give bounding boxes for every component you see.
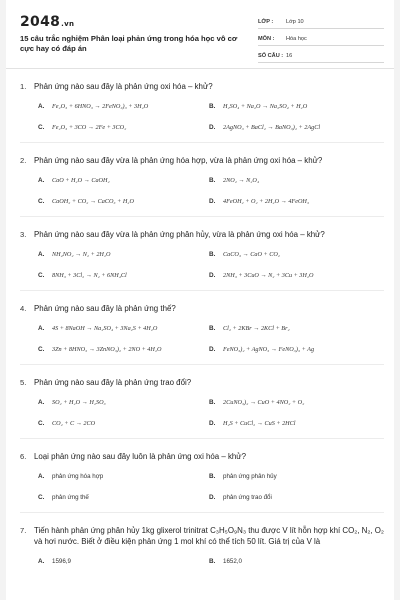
option-letter: A. xyxy=(38,472,45,480)
answer-option-c[interactable] xyxy=(38,418,209,428)
question-number: 1. xyxy=(20,82,27,91)
question-text: Phản ứng nào sau đây vừa là phản ứng phân hủy, vừa là phản ứng oxi hóa – khử? xyxy=(34,230,325,239)
question-4 xyxy=(6,291,394,365)
answer-options xyxy=(20,471,384,502)
meta-row-count xyxy=(258,49,384,63)
answer-option-b[interactable] xyxy=(209,249,380,259)
meta-value: Hóa học xyxy=(286,35,307,42)
option-text: FeNO₃)₂ + AgNO₃ → FeNO₃)₃ + Ag xyxy=(223,345,315,353)
question-text: Phản ứng nào sau đây là phản ứng thế? xyxy=(34,304,176,313)
option-text: CaOH₂ + CO₂ → CaCO₃ + H₂O xyxy=(52,197,134,205)
option-letter: D. xyxy=(209,123,216,131)
option-text: H₂S + CuCl₂ → CuS + 2HCl xyxy=(223,419,296,427)
option-text: 8NH₃ + 3Cl₂ → N₂ + 6NH₄Cl xyxy=(52,271,127,279)
answer-option-a[interactable] xyxy=(38,101,209,111)
option-letter: B. xyxy=(209,557,216,565)
question-2 xyxy=(6,143,394,217)
answer-option-c[interactable] xyxy=(38,270,209,280)
option-letter: C. xyxy=(38,123,45,131)
option-letter: B. xyxy=(209,398,216,406)
answer-option-a[interactable] xyxy=(38,249,209,259)
option-letter: A. xyxy=(38,250,45,258)
question-stem xyxy=(20,229,384,240)
option-text: CaCO₃ → CaO + CO₂ xyxy=(223,250,280,258)
logo-suffix: .vn xyxy=(61,20,75,28)
option-letter: D. xyxy=(209,345,216,353)
answer-options xyxy=(20,175,384,206)
question-text: Tiến hành phản ứng phân hủy 1kg glixerol trinitrat C₃H₅O₉N₃ thu được V lít hỗn hợp khí CO₂, N₂, O₂ và hơi nước. Biết ở điều kiện phản ứng 1 mol khí có thể tích 50 lít. Giá trị của V là xyxy=(34,526,385,546)
option-text: phản ứng phân hủy xyxy=(223,472,277,480)
answer-options xyxy=(20,323,384,354)
option-text: CO₂ + C → 2CO xyxy=(52,419,96,427)
document-page xyxy=(6,0,394,600)
answer-option-c[interactable] xyxy=(38,344,209,354)
question-text: Phản ứng nào sau đây vừa là phản ứng hóa hợp, vừa là phản ứng oxi hóa – khử? xyxy=(34,156,323,165)
question-1 xyxy=(6,69,394,143)
meta-label: MÔN : xyxy=(258,35,275,42)
answer-option-d[interactable] xyxy=(209,418,380,428)
question-stem xyxy=(20,303,384,314)
answer-option-b[interactable] xyxy=(209,323,380,333)
meta-value: Lớp 10 xyxy=(286,18,304,25)
option-text: 2NH₃ + 3CuO → N₂ + 3Cu + 3H₂O xyxy=(223,271,314,279)
option-text: 4FeOH₂ + O₂ + 2H₂O → 4FeOH₃ xyxy=(223,197,310,205)
answer-option-a[interactable] xyxy=(38,556,209,566)
option-letter: B. xyxy=(209,250,216,258)
option-text: 2CuNO₃)₂ → CuO + 4NO₂ + O₂ xyxy=(223,398,305,406)
option-letter: D. xyxy=(209,419,216,427)
option-text: phản ứng thế xyxy=(52,493,89,501)
option-letter: C. xyxy=(38,271,45,279)
document-header xyxy=(6,0,394,68)
question-number: 2. xyxy=(20,156,27,165)
option-letter: C. xyxy=(38,419,45,427)
option-letter: A. xyxy=(38,398,45,406)
option-text: SO₂ + H₂O → H₂SO₃ xyxy=(52,398,106,406)
meta-table xyxy=(258,15,384,66)
answer-option-b[interactable] xyxy=(209,175,380,185)
option-text: 4S + 8NaOH → Na₂SO₄ + 3Na₂S + 4H₂O xyxy=(52,324,158,332)
question-number: 6. xyxy=(20,452,27,461)
question-text: Phản ứng nào sau đây là phản ứng oxi hóa – khử? xyxy=(34,82,213,91)
question-5 xyxy=(6,365,394,439)
answer-option-b[interactable] xyxy=(209,101,380,111)
meta-label: SỐ CÂU : xyxy=(258,52,284,59)
question-text: Loại phản ứng nào sau đây luôn là phản ứng oxi hóa – khử? xyxy=(34,452,246,461)
answer-options xyxy=(20,101,384,132)
answer-option-d[interactable] xyxy=(209,196,380,206)
answer-option-d[interactable] xyxy=(209,270,380,280)
answer-option-a[interactable] xyxy=(38,175,209,185)
answer-option-c[interactable] xyxy=(38,196,209,206)
answer-option-a[interactable] xyxy=(38,471,209,481)
document-title: 15 câu trắc nghiệm Phân loại phản ứng trong hóa học vô cơ cực hay có đáp án xyxy=(20,34,238,53)
option-text: 2NO₂ → N₂O₄ xyxy=(223,176,260,184)
meta-row-class xyxy=(258,15,384,29)
meta-value: 16 xyxy=(286,52,293,59)
option-text: Fe₂O₃ + 6HNO₃ → 2FeNO₃)₃ + 3H₂O xyxy=(52,102,149,110)
answer-option-b[interactable] xyxy=(209,471,380,481)
option-letter: A. xyxy=(38,176,45,184)
logo-main: 2048 xyxy=(20,14,61,30)
option-letter: C. xyxy=(38,493,45,501)
option-text: 3Zn + 8HNO₃ → 3ZnNO₃)₂ + 2NO + 4H₂O xyxy=(52,345,162,353)
option-text: phản ứng hóa hợp xyxy=(52,472,104,480)
option-text: Fe₂O₃ + 3CO → 2Fe + 3CO₂ xyxy=(52,123,127,131)
option-letter: C. xyxy=(38,197,45,205)
option-letter: B. xyxy=(209,324,216,332)
answer-option-d[interactable] xyxy=(209,122,380,132)
option-text: H₂SO₄ + Na₂O → Na₂SO₄ + H₂O xyxy=(223,102,308,110)
option-letter: C. xyxy=(38,345,45,353)
answer-options xyxy=(20,556,384,566)
option-letter: B. xyxy=(209,176,216,184)
question-7 xyxy=(6,513,394,566)
question-stem xyxy=(20,525,384,547)
meta-label: LỚP : xyxy=(258,18,274,25)
answer-option-a[interactable] xyxy=(38,323,209,333)
question-number: 4. xyxy=(20,304,27,313)
question-list xyxy=(6,69,394,566)
option-text: 2AgNO₃ + BaCl₂ → BaNO₃)₂ + 2AgCl xyxy=(223,123,321,131)
answer-option-d[interactable] xyxy=(209,492,380,502)
option-letter: D. xyxy=(209,197,216,205)
option-text: Cl₂ + 2KBr → 2KCl + Br₂ xyxy=(223,324,290,332)
option-letter: A. xyxy=(38,557,45,565)
answer-option-a[interactable] xyxy=(38,397,209,407)
option-letter: D. xyxy=(209,271,216,279)
answer-options xyxy=(20,249,384,280)
question-text: Phản ứng nào sau đây là phản ứng trao đổi? xyxy=(34,378,192,387)
answer-option-c[interactable] xyxy=(38,122,209,132)
question-6 xyxy=(6,439,394,513)
option-text: NH₄NO₂ → N₂ + 2H₂O xyxy=(52,250,111,258)
question-stem xyxy=(20,451,384,462)
option-text: 1652,0 xyxy=(223,557,242,565)
answer-option-d[interactable] xyxy=(209,344,380,354)
question-number: 3. xyxy=(20,230,27,239)
answer-option-b[interactable] xyxy=(209,556,380,566)
question-stem xyxy=(20,81,384,92)
option-letter: A. xyxy=(38,102,45,110)
option-letter: A. xyxy=(38,324,45,332)
question-stem xyxy=(20,377,384,388)
option-letter: B. xyxy=(209,472,216,480)
question-number: 7. xyxy=(20,526,27,535)
answer-option-c[interactable] xyxy=(38,492,209,502)
question-number: 5. xyxy=(20,378,27,387)
answer-options xyxy=(20,397,384,428)
option-letter: B. xyxy=(209,102,216,110)
option-text: phản ứng trao đổi xyxy=(223,493,272,501)
question-3 xyxy=(6,217,394,291)
answer-option-b[interactable] xyxy=(209,397,380,407)
option-text: 1596,9 xyxy=(52,557,71,565)
question-stem xyxy=(20,155,384,166)
option-letter: D. xyxy=(209,493,216,501)
meta-row-subject xyxy=(258,32,384,46)
option-text: CaO + H₂O → CaOH₂ xyxy=(52,176,110,184)
